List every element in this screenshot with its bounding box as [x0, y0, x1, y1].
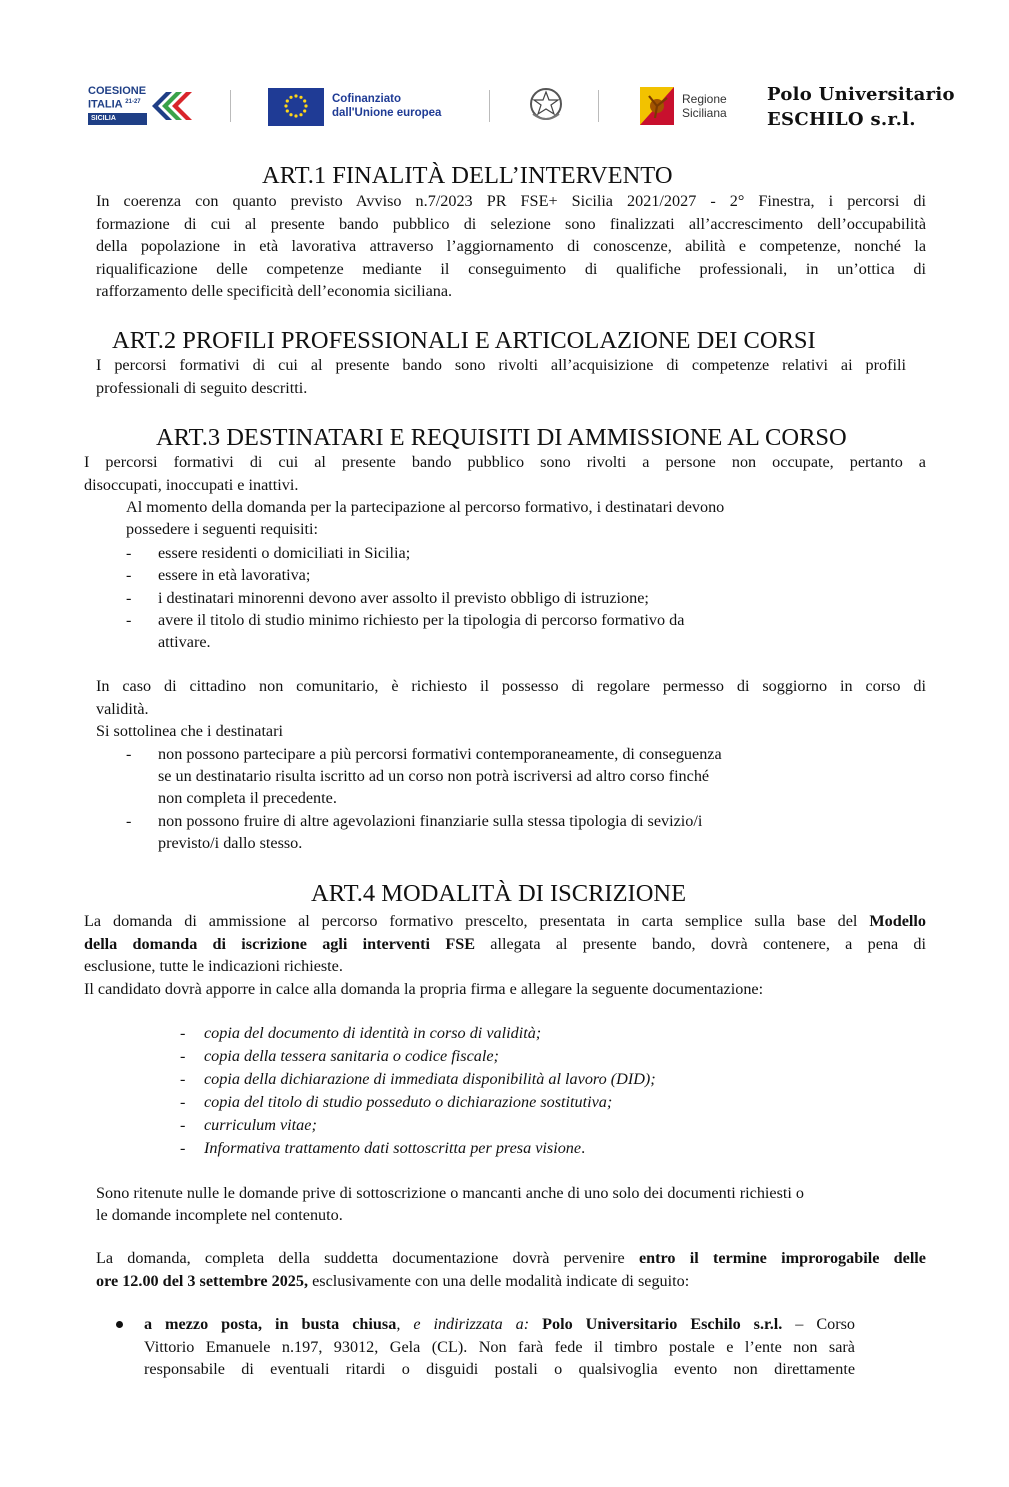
art3-requirements-intro: Al momento della domanda per la partecipazione al percorso formativo, i destinatari devono — [126, 498, 725, 516]
list-dash: - — [180, 1116, 186, 1134]
art4-heading: ART.4 MODALITÀ DI ISCRIZIONE — [311, 880, 687, 907]
list-dash: - — [126, 589, 132, 607]
list-dash: - — [126, 745, 132, 763]
regione-sicilia-logo-icon — [639, 86, 675, 126]
art4-paragraph-1: La domanda di ammissione al percorso formativo prescelto, presentata in carta semplice sulla base del Modello della domanda di iscrizione agli interventi FSE allegata al presente bando, dovrà contenere, a pena di esclusione, tutte le indicazioni richieste. — [84, 912, 927, 976]
art4-postal-instructions: a mezzo posta, in busta chiusa, e indirizzata a: Polo Universitario Eschilo s.r.l. – Corso Vittorio Emanuele n.197, 93012, Gela (CL). Non farà fede il timbro postale e l’ente non sarà responsabile di eventuali ritardi o disguidi postali o qualsivoglia evento non direttamente — [144, 1315, 856, 1379]
art4-null-applications-2: le domande incomplete nel contenuto. — [96, 1206, 343, 1224]
list-dash: - — [126, 611, 132, 629]
art3-underline-note: Si sottolinea che i destinatari — [96, 722, 284, 740]
list-dash: - — [126, 566, 132, 584]
list-item: i destinatari minorenni devono aver assolto il previsto obbligo di istruzione; — [158, 589, 649, 607]
list-dash: - — [180, 1139, 186, 1157]
list-item-continuation: non completa il precedente. — [158, 789, 337, 807]
art1-heading: ART.1 FINALITÀ DELL’INTERVENTO — [262, 162, 673, 189]
coesione-italia-logo — [84, 84, 194, 126]
art3-heading: ART.3 DESTINATARI E REQUISITI DI AMMISSIONE AL CORSO — [156, 424, 847, 451]
list-dash: - — [180, 1070, 186, 1088]
list-dash: - — [126, 812, 132, 830]
art3-intro: I percorsi formativi di cui al presente bando pubblico sono rivolti a persone non occupate, pertanto a disoccupati, inoccupati e inattivi. — [84, 453, 926, 494]
art2-paragraph: I percorsi formativi di cui al presente bando sono rivolti all’acquisizione di competenze relativi ai profili professionali di seguito descritti. — [96, 356, 906, 397]
art4-null-applications: Sono ritenute nulle le domande prive di sottoscrizione o mancanti anche di uno solo dei documenti richiesti o — [96, 1184, 805, 1202]
art4-deadline-paragraph: La domanda, completa della suddetta documentazione dovrà pervenire entro il termine improrogabile delle ore 12.00 del 3 settembre 2025, esclusivamente con una delle modalità indicate di seguito: — [96, 1249, 926, 1290]
list-item: Informativa trattamento dati sottoscritta per presa visione. — [204, 1139, 586, 1157]
italian-republic-emblem-icon — [527, 84, 565, 124]
logo-divider — [489, 90, 490, 122]
bullet-icon — [116, 1321, 123, 1328]
list-item: non possono partecipare a più percorsi formativi contemporaneamente, di conseguenza — [158, 745, 722, 763]
list-item-continuation: attivare. — [158, 633, 211, 651]
art3-non-eu-paragraph: In caso di cittadino non comunitario, è richiesto il possesso di regolare permesso di soggiorno in corso di validità. — [96, 677, 926, 718]
header-logo-bar — [84, 78, 1004, 134]
list-item: essere residenti o domiciliati in Sicilia; — [158, 544, 411, 562]
list-item: curriculum vitae; — [204, 1116, 317, 1134]
eu-cofinanced-label: Cofinanziato dall'Unione europea — [332, 93, 442, 119]
regione-siciliana-label: Regione Siciliana — [682, 92, 727, 120]
coesione-logo-text-2: ITALIA $^{21-27}$ — [88, 98, 141, 111]
art3-requirements-intro-2: possedere i seguenti requisiti: — [126, 520, 318, 538]
coesione-logo-region: SICILIA — [88, 113, 147, 125]
art4-paragraph-2: Il candidato dovrà apporre in calce alla domanda la propria firma e allegare la seguente documentazione: — [84, 980, 764, 998]
list-item: essere in età lavorativa; — [158, 566, 311, 584]
list-item: avere il titolo di studio minimo richiesto per la tipologia di percorso formativo da — [158, 611, 685, 629]
list-dash: - — [180, 1093, 186, 1111]
coesione-arrows-icon — [148, 88, 192, 124]
list-item-continuation: previsto/i dallo stesso. — [158, 834, 303, 852]
art1-paragraph: In coerenza con quanto previsto Avviso n.7/2023 PR FSE+ Sicilia 2021/2027 - 2° Finestra, i percorsi di formazione di cui al presente bando pubblico di selezione sono finalizzati all’accrescimento dell’occupabilità della popolazione in età lavorativa attraverso l’aggiornamento di conoscenze, abilità e competenze, nonché la riqualificazione delle competenze mediante il conseguimento di qualifiche professionali, in un’ottica di rafforzamento delle specificità dell’economia siciliana. — [96, 192, 926, 301]
list-item: copia della dichiarazione di immediata disponibilità al lavoro (DID); — [204, 1070, 656, 1088]
list-item: copia della tessera sanitaria o codice fiscale; — [204, 1047, 499, 1065]
list-item: copia del titolo di studio posseduto o dichiarazione sostitutiva; — [204, 1093, 613, 1111]
list-dash: - — [180, 1024, 186, 1042]
eu-flag-icon — [268, 88, 324, 126]
organization-name: Polo Universitario ESCHILO s.r.l. — [767, 84, 955, 130]
logo-divider — [598, 90, 599, 122]
list-dash: - — [126, 544, 132, 562]
art2-heading: ART.2 PROFILI PROFESSIONALI E ARTICOLAZIONE DEI CORSI — [112, 327, 816, 354]
list-item-continuation: se un destinatario risulta iscritto ad un corso non potrà iscriversi ad altro corso finché — [158, 767, 710, 785]
logo-divider — [230, 90, 231, 122]
coesione-logo-text: COESIONE — [88, 85, 147, 97]
list-item: copia del documento di identità in corso di validità; — [204, 1024, 542, 1042]
list-item: non possono fruire di altre agevolazioni finanziarie sulla stessa tipologia di sevizio/i — [158, 812, 703, 830]
list-dash: - — [180, 1047, 186, 1065]
